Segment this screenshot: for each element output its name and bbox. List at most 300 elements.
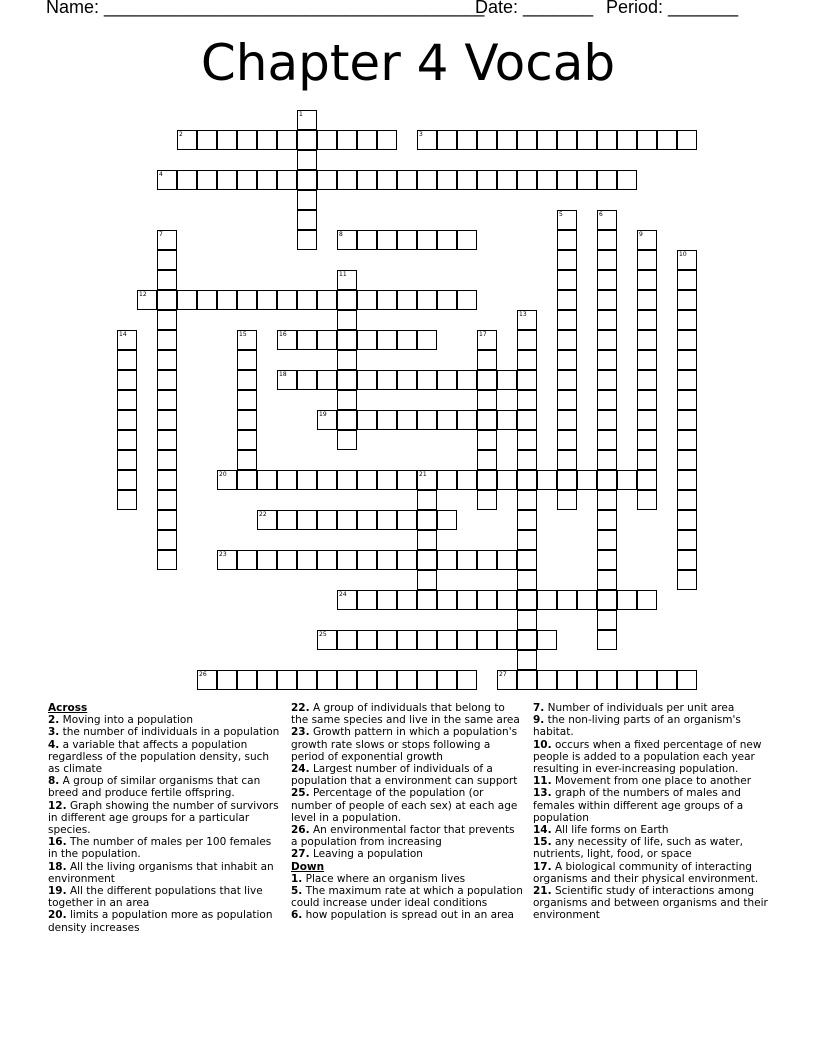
grid-cell[interactable] (597, 350, 617, 370)
grid-cell[interactable] (477, 170, 497, 190)
grid-cell[interactable] (477, 330, 497, 350)
grid-cell[interactable] (517, 590, 537, 610)
grid-cell[interactable] (457, 410, 477, 430)
grid-cell[interactable] (497, 630, 517, 650)
grid-cell[interactable] (637, 270, 657, 290)
grid-cell[interactable] (337, 290, 357, 310)
name-field[interactable]: Name: ______________________________________ (46, 0, 485, 17)
grid-cell[interactable] (377, 330, 397, 350)
grid-cell[interactable] (657, 670, 677, 690)
grid-cell[interactable] (237, 130, 257, 150)
grid-cell[interactable] (637, 590, 657, 610)
grid-cell[interactable] (417, 510, 437, 530)
grid-cell[interactable] (517, 450, 537, 470)
grid-cell[interactable] (537, 470, 557, 490)
grid-cell[interactable] (177, 170, 197, 190)
grid-cell[interactable] (597, 410, 617, 430)
grid-cell[interactable] (517, 530, 537, 550)
grid-cell[interactable] (217, 290, 237, 310)
grid-cell[interactable] (317, 330, 337, 350)
grid-cell[interactable] (337, 670, 357, 690)
grid-cell[interactable] (297, 130, 317, 150)
grid-cell[interactable] (357, 470, 377, 490)
grid-cell[interactable] (337, 590, 357, 610)
grid-cell[interactable] (677, 570, 697, 590)
grid-cell[interactable] (517, 430, 537, 450)
grid-cell[interactable] (597, 450, 617, 470)
grid-cell[interactable] (637, 130, 657, 150)
grid-cell[interactable] (357, 230, 377, 250)
grid-cell[interactable] (117, 330, 137, 350)
grid-cell[interactable] (597, 330, 617, 350)
grid-cell[interactable] (497, 470, 517, 490)
grid-cell[interactable] (637, 250, 657, 270)
grid-cell[interactable] (597, 610, 617, 630)
grid-cell[interactable] (317, 130, 337, 150)
grid-cell[interactable] (477, 590, 497, 610)
grid-cell[interactable] (297, 370, 317, 390)
grid-cell[interactable] (557, 390, 577, 410)
grid-cell[interactable] (417, 490, 437, 510)
grid-cell[interactable] (377, 470, 397, 490)
grid-cell[interactable] (477, 390, 497, 410)
grid-cell[interactable] (317, 550, 337, 570)
grid-cell[interactable] (597, 210, 617, 230)
grid-cell[interactable] (637, 470, 657, 490)
grid-cell[interactable] (437, 590, 457, 610)
grid-cell[interactable] (557, 330, 577, 350)
grid-cell[interactable] (597, 490, 617, 510)
grid-cell[interactable] (377, 370, 397, 390)
grid-cell[interactable] (497, 590, 517, 610)
grid-cell[interactable] (537, 670, 557, 690)
grid-cell[interactable] (337, 550, 357, 570)
grid-cell[interactable] (157, 470, 177, 490)
grid-cell[interactable] (237, 550, 257, 570)
grid-cell[interactable] (397, 410, 417, 430)
grid-cell[interactable] (677, 510, 697, 530)
grid-cell[interactable] (597, 270, 617, 290)
grid-cell[interactable] (357, 290, 377, 310)
grid-cell[interactable] (437, 510, 457, 530)
grid-cell[interactable] (557, 590, 577, 610)
grid-cell[interactable] (257, 670, 277, 690)
grid-cell[interactable] (477, 490, 497, 510)
grid-cell[interactable] (537, 630, 557, 650)
grid-cell[interactable] (117, 370, 137, 390)
grid-cell[interactable] (357, 550, 377, 570)
grid-cell[interactable] (597, 550, 617, 570)
grid-cell[interactable] (577, 590, 597, 610)
grid-cell[interactable] (157, 410, 177, 430)
grid-cell[interactable] (417, 290, 437, 310)
grid-cell[interactable] (517, 130, 537, 150)
grid-cell[interactable] (157, 330, 177, 350)
period-field[interactable]: Period: _______ (606, 0, 739, 17)
grid-cell[interactable] (397, 330, 417, 350)
grid-cell[interactable] (377, 630, 397, 650)
grid-cell[interactable] (457, 470, 477, 490)
grid-cell[interactable] (677, 290, 697, 310)
grid-cell[interactable] (517, 630, 537, 650)
grid-cell[interactable] (437, 130, 457, 150)
grid-cell[interactable] (517, 550, 537, 570)
grid-cell[interactable] (637, 430, 657, 450)
grid-cell[interactable] (337, 330, 357, 350)
grid-cell[interactable] (677, 250, 697, 270)
grid-cell[interactable] (317, 670, 337, 690)
grid-cell[interactable] (557, 250, 577, 270)
grid-cell[interactable] (417, 330, 437, 350)
grid-cell[interactable] (457, 590, 477, 610)
grid-cell[interactable] (557, 450, 577, 470)
grid-cell[interactable] (397, 290, 417, 310)
grid-cell[interactable] (157, 230, 177, 250)
grid-cell[interactable] (577, 670, 597, 690)
grid-cell[interactable] (297, 190, 317, 210)
grid-cell[interactable] (277, 370, 297, 390)
grid-cell[interactable] (377, 170, 397, 190)
grid-cell[interactable] (317, 170, 337, 190)
grid-cell[interactable] (157, 430, 177, 450)
grid-cell[interactable] (437, 170, 457, 190)
grid-cell[interactable] (677, 330, 697, 350)
grid-cell[interactable] (357, 410, 377, 430)
grid-cell[interactable] (357, 370, 377, 390)
grid-cell[interactable] (277, 550, 297, 570)
grid-cell[interactable] (157, 270, 177, 290)
grid-cell[interactable] (157, 390, 177, 410)
grid-cell[interactable] (637, 330, 657, 350)
grid-cell[interactable] (277, 290, 297, 310)
grid-cell[interactable] (597, 230, 617, 250)
grid-cell[interactable] (557, 210, 577, 230)
grid-cell[interactable] (477, 410, 497, 430)
grid-cell[interactable] (257, 550, 277, 570)
grid-cell[interactable] (517, 490, 537, 510)
grid-cell[interactable] (517, 390, 537, 410)
grid-cell[interactable] (417, 170, 437, 190)
grid-cell[interactable] (517, 170, 537, 190)
grid-cell[interactable] (237, 350, 257, 370)
grid-cell[interactable] (437, 410, 457, 430)
grid-cell[interactable] (397, 550, 417, 570)
grid-cell[interactable] (257, 510, 277, 530)
grid-cell[interactable] (597, 530, 617, 550)
grid-cell[interactable] (497, 130, 517, 150)
grid-cell[interactable] (477, 630, 497, 650)
grid-cell[interactable] (557, 230, 577, 250)
grid-cell[interactable] (157, 510, 177, 530)
grid-cell[interactable] (237, 410, 257, 430)
grid-cell[interactable] (317, 470, 337, 490)
grid-cell[interactable] (437, 670, 457, 690)
grid-cell[interactable] (197, 290, 217, 310)
grid-cell[interactable] (277, 470, 297, 490)
grid-cell[interactable] (357, 510, 377, 530)
grid-cell[interactable] (557, 430, 577, 450)
grid-cell[interactable] (597, 570, 617, 590)
grid-cell[interactable] (417, 410, 437, 430)
grid-cell[interactable] (397, 170, 417, 190)
grid-cell[interactable] (117, 410, 137, 430)
grid-cell[interactable] (677, 450, 697, 470)
grid-cell[interactable] (317, 630, 337, 650)
grid-cell[interactable] (637, 350, 657, 370)
grid-cell[interactable] (177, 130, 197, 150)
grid-cell[interactable] (597, 630, 617, 650)
grid-cell[interactable] (297, 230, 317, 250)
grid-cell[interactable] (577, 130, 597, 150)
grid-cell[interactable] (237, 290, 257, 310)
grid-cell[interactable] (677, 430, 697, 450)
grid-cell[interactable] (677, 470, 697, 490)
grid-cell[interactable] (597, 130, 617, 150)
grid-cell[interactable] (357, 330, 377, 350)
grid-cell[interactable] (557, 290, 577, 310)
grid-cell[interactable] (237, 330, 257, 350)
grid-cell[interactable] (677, 490, 697, 510)
grid-cell[interactable] (637, 670, 657, 690)
grid-cell[interactable] (337, 510, 357, 530)
grid-cell[interactable] (597, 370, 617, 390)
grid-cell[interactable] (477, 370, 497, 390)
grid-cell[interactable] (497, 170, 517, 190)
grid-cell[interactable] (337, 630, 357, 650)
grid-cell[interactable] (517, 650, 537, 670)
grid-cell[interactable] (277, 170, 297, 190)
grid-cell[interactable] (237, 670, 257, 690)
grid-cell[interactable] (417, 470, 437, 490)
grid-cell[interactable] (377, 290, 397, 310)
grid-cell[interactable] (257, 290, 277, 310)
grid-cell[interactable] (557, 130, 577, 150)
grid-cell[interactable] (677, 350, 697, 370)
grid-cell[interactable] (417, 670, 437, 690)
grid-cell[interactable] (557, 350, 577, 370)
grid-cell[interactable] (517, 570, 537, 590)
grid-cell[interactable] (677, 390, 697, 410)
grid-cell[interactable] (517, 330, 537, 350)
grid-cell[interactable] (517, 370, 537, 390)
grid-cell[interactable] (257, 170, 277, 190)
grid-cell[interactable] (277, 330, 297, 350)
grid-cell[interactable] (597, 590, 617, 610)
grid-cell[interactable] (497, 550, 517, 570)
grid-cell[interactable] (217, 550, 237, 570)
grid-cell[interactable] (277, 130, 297, 150)
grid-cell[interactable] (117, 390, 137, 410)
grid-cell[interactable] (617, 670, 637, 690)
grid-cell[interactable] (617, 470, 637, 490)
grid-cell[interactable] (397, 590, 417, 610)
grid-cell[interactable] (197, 670, 217, 690)
grid-cell[interactable] (417, 570, 437, 590)
grid-cell[interactable] (157, 370, 177, 390)
grid-cell[interactable] (237, 390, 257, 410)
grid-cell[interactable] (337, 170, 357, 190)
grid-cell[interactable] (657, 130, 677, 150)
grid-cell[interactable] (197, 130, 217, 150)
grid-cell[interactable] (397, 370, 417, 390)
grid-cell[interactable] (677, 410, 697, 430)
grid-cell[interactable] (637, 290, 657, 310)
grid-cell[interactable] (637, 230, 657, 250)
grid-cell[interactable] (517, 410, 537, 430)
grid-cell[interactable] (677, 370, 697, 390)
grid-cell[interactable] (377, 230, 397, 250)
grid-cell[interactable] (537, 590, 557, 610)
grid-cell[interactable] (397, 630, 417, 650)
grid-cell[interactable] (317, 370, 337, 390)
grid-cell[interactable] (457, 230, 477, 250)
grid-cell[interactable] (577, 470, 597, 490)
grid-cell[interactable] (277, 670, 297, 690)
grid-cell[interactable] (397, 230, 417, 250)
grid-cell[interactable] (577, 170, 597, 190)
grid-cell[interactable] (677, 310, 697, 330)
grid-cell[interactable] (457, 630, 477, 650)
grid-cell[interactable] (557, 370, 577, 390)
grid-cell[interactable] (397, 470, 417, 490)
grid-cell[interactable] (237, 370, 257, 390)
grid-cell[interactable] (417, 370, 437, 390)
grid-cell[interactable] (677, 670, 697, 690)
grid-cell[interactable] (417, 550, 437, 570)
grid-cell[interactable] (517, 510, 537, 530)
grid-cell[interactable] (237, 470, 257, 490)
grid-cell[interactable] (377, 510, 397, 530)
grid-cell[interactable] (597, 510, 617, 530)
grid-cell[interactable] (297, 170, 317, 190)
grid-cell[interactable] (477, 430, 497, 450)
grid-cell[interactable] (217, 470, 237, 490)
grid-cell[interactable] (217, 130, 237, 150)
grid-cell[interactable] (477, 350, 497, 370)
grid-cell[interactable] (237, 450, 257, 470)
grid-cell[interactable] (377, 670, 397, 690)
grid-cell[interactable] (337, 310, 357, 330)
grid-cell[interactable] (517, 670, 537, 690)
grid-cell[interactable] (597, 170, 617, 190)
grid-cell[interactable] (337, 130, 357, 150)
grid-cell[interactable] (157, 290, 177, 310)
grid-cell[interactable] (517, 350, 537, 370)
grid-cell[interactable] (537, 170, 557, 190)
grid-cell[interactable] (157, 350, 177, 370)
grid-cell[interactable] (597, 310, 617, 330)
grid-cell[interactable] (257, 470, 277, 490)
grid-cell[interactable] (337, 230, 357, 250)
grid-cell[interactable] (497, 670, 517, 690)
grid-cell[interactable] (597, 250, 617, 270)
grid-cell[interactable] (317, 510, 337, 530)
grid-cell[interactable] (677, 130, 697, 150)
grid-cell[interactable] (637, 390, 657, 410)
grid-cell[interactable] (437, 230, 457, 250)
grid-cell[interactable] (277, 510, 297, 530)
grid-cell[interactable] (417, 130, 437, 150)
grid-cell[interactable] (297, 670, 317, 690)
grid-cell[interactable] (437, 370, 457, 390)
grid-cell[interactable] (337, 270, 357, 290)
grid-cell[interactable] (437, 550, 457, 570)
grid-cell[interactable] (477, 450, 497, 470)
grid-cell[interactable] (357, 130, 377, 150)
grid-cell[interactable] (557, 670, 577, 690)
grid-cell[interactable] (417, 530, 437, 550)
grid-cell[interactable] (457, 670, 477, 690)
grid-cell[interactable] (557, 490, 577, 510)
grid-cell[interactable] (377, 590, 397, 610)
grid-cell[interactable] (677, 270, 697, 290)
grid-cell[interactable] (557, 410, 577, 430)
grid-cell[interactable] (297, 550, 317, 570)
grid-cell[interactable] (297, 210, 317, 230)
grid-cell[interactable] (217, 170, 237, 190)
grid-cell[interactable] (517, 310, 537, 330)
grid-cell[interactable] (417, 630, 437, 650)
grid-cell[interactable] (237, 430, 257, 450)
grid-cell[interactable] (337, 390, 357, 410)
grid-cell[interactable] (377, 130, 397, 150)
grid-cell[interactable] (157, 450, 177, 470)
grid-cell[interactable] (357, 170, 377, 190)
grid-cell[interactable] (497, 410, 517, 430)
grid-cell[interactable] (437, 290, 457, 310)
grid-cell[interactable] (377, 550, 397, 570)
grid-cell[interactable] (457, 550, 477, 570)
grid-cell[interactable] (297, 330, 317, 350)
grid-cell[interactable] (557, 310, 577, 330)
grid-cell[interactable] (457, 370, 477, 390)
grid-cell[interactable] (457, 170, 477, 190)
grid-cell[interactable] (597, 390, 617, 410)
grid-cell[interactable] (537, 130, 557, 150)
grid-cell[interactable] (417, 230, 437, 250)
grid-cell[interactable] (197, 170, 217, 190)
grid-cell[interactable] (457, 130, 477, 150)
grid-cell[interactable] (257, 130, 277, 150)
grid-cell[interactable] (117, 470, 137, 490)
grid-cell[interactable] (337, 350, 357, 370)
grid-cell[interactable] (337, 410, 357, 430)
grid-cell[interactable] (297, 290, 317, 310)
grid-cell[interactable] (297, 470, 317, 490)
grid-cell[interactable] (617, 170, 637, 190)
grid-cell[interactable] (117, 430, 137, 450)
grid-cell[interactable] (637, 370, 657, 390)
grid-cell[interactable] (457, 290, 477, 310)
grid-cell[interactable] (337, 430, 357, 450)
grid-cell[interactable] (297, 150, 317, 170)
grid-cell[interactable] (677, 550, 697, 570)
grid-cell[interactable] (597, 670, 617, 690)
grid-cell[interactable] (597, 290, 617, 310)
grid-cell[interactable] (377, 410, 397, 430)
grid-cell[interactable] (157, 170, 177, 190)
grid-cell[interactable] (597, 430, 617, 450)
grid-cell[interactable] (637, 450, 657, 470)
grid-cell[interactable] (477, 130, 497, 150)
grid-cell[interactable] (137, 290, 157, 310)
grid-cell[interactable] (617, 130, 637, 150)
grid-cell[interactable] (417, 590, 437, 610)
grid-cell[interactable] (357, 590, 377, 610)
grid-cell[interactable] (157, 550, 177, 570)
grid-cell[interactable] (117, 350, 137, 370)
grid-cell[interactable] (617, 590, 637, 610)
